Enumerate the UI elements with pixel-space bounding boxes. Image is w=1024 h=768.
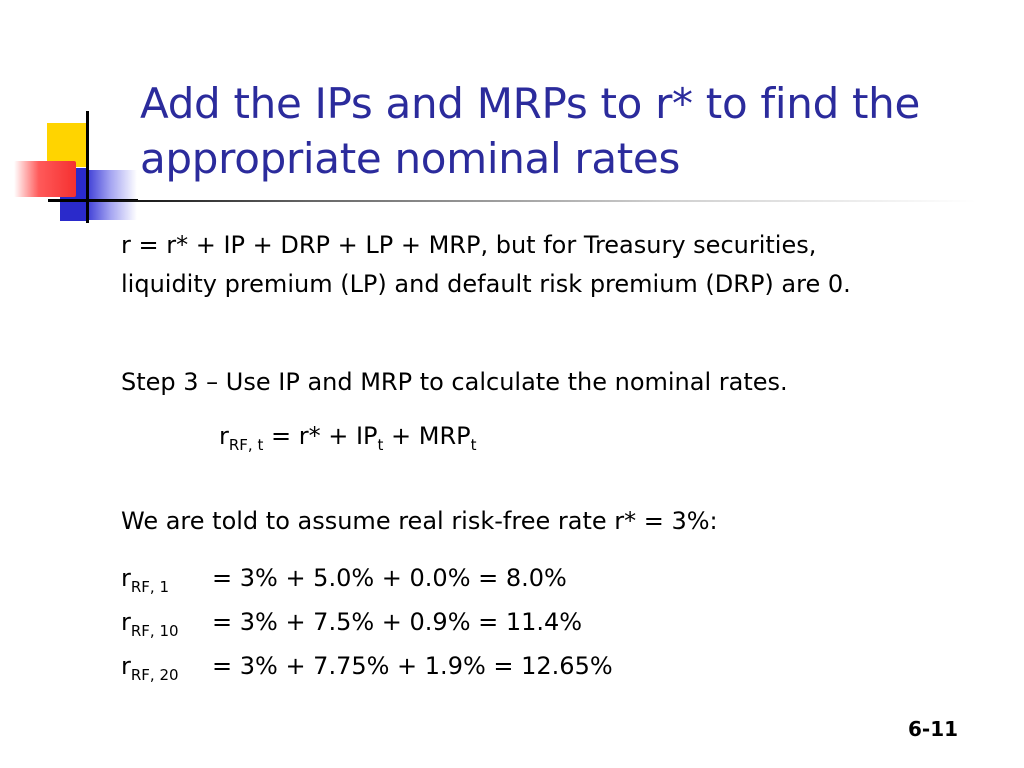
title-underline	[86, 200, 976, 202]
nominal-rate-formula	[219, 417, 477, 464]
calc-row-20	[121, 647, 613, 694]
calc-r: r	[121, 652, 131, 680]
logo-vertical-line	[86, 111, 89, 223]
calc-expression: = 3% + 7.75% + 1.9% = 12.65%	[212, 652, 613, 680]
calc-subscript: RF, 1	[130, 578, 170, 596]
calc-row-10	[121, 603, 582, 650]
formula-plus-mrp: + MRP	[383, 422, 471, 450]
step-3-text: Step 3 – Use IP and MRP to calculate the nominal rates.	[121, 368, 788, 396]
slide-logo	[0, 0, 140, 230]
page-number: 6-11	[908, 717, 959, 741]
calc-subscript: RF, 20	[130, 666, 179, 684]
intro-line-1: r = r* + IP + DRP + LP + MRP, but for Treasury securities,	[121, 231, 817, 259]
formula-r: r	[219, 422, 229, 450]
formula-r-subscript: RF, t	[228, 436, 264, 454]
calc-r: r	[121, 564, 131, 592]
formula-eq: = r* + IP	[263, 422, 378, 450]
assumption-text: We are told to assume real risk-free rate r* = 3%:	[121, 507, 718, 535]
calc-row-1	[121, 559, 567, 606]
calc-expression: = 3% + 7.5% + 0.9% = 11.4%	[212, 608, 583, 636]
intro-line-2: liquidity premium (LP) and default risk premium (DRP) are 0.	[121, 270, 851, 298]
calc-r: r	[121, 608, 131, 636]
logo-red-bar	[14, 161, 76, 197]
calc-subscript: RF, 10	[130, 622, 179, 640]
formula-ip-subscript: t	[377, 436, 384, 454]
slide-title: Add the IPs and MRPs to r* to find the appropriate nominal rates	[140, 79, 921, 183]
calc-expression: = 3% + 5.0% + 0.0% = 8.0%	[212, 564, 567, 592]
formula-mrp-subscript: t	[470, 436, 477, 454]
logo-blue-fade	[89, 170, 137, 220]
